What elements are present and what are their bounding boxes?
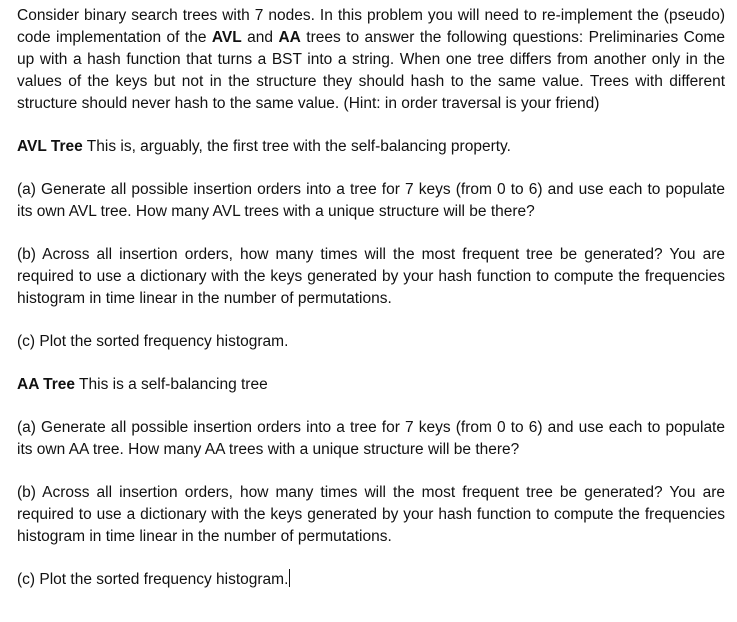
aa-keyword: AA (278, 29, 301, 46)
aa-question-b: (b) Across all insertion orders, how many times will the most frequent tree be generated? You are required to use a dictionary with the keys generated by your hash function to compute the frequencies histogram in time linear in the number of permutations. (17, 484, 725, 545)
intro-paragraph: Consider binary search trees with 7 nodes. In this problem you will need to re-implement the (pseudo) code implementation of the AVL and AA trees to answer the following questions: Preliminaries Come up with a hash function that turns a BST into a string. When one tree differs from another only in the values of the keys but not in the structure they should hash to the same value. Trees with different structure should never hash to the same value. (Hint: in order traversal is your friend) (17, 7, 726, 112)
text-cursor (289, 569, 290, 587)
aa-question-a: (a) Generate all possible insertion orders into a tree for 7 keys (from 0 to 6) and use each to populate its own AA tree. How many AA trees with a unique structure will be there? (17, 419, 725, 458)
avl-keyword: AVL (211, 29, 242, 46)
aa-question-c[interactable]: (c) Plot the sorted frequency histogram. (17, 571, 289, 588)
avl-question-b: (b) Across all insertion orders, how many times will the most frequent tree be generated? You are required to use a dictionary with the keys generated by your hash function to compute the frequencies histogram in time linear in the number of permutations. (17, 246, 725, 307)
aa-section-heading: AA Tree This is a self-balancing tree (17, 376, 268, 393)
avl-section-heading: AVL Tree This is, arguably, the first tree with the self-balancing property. (17, 138, 511, 155)
avl-question-c: (c) Plot the sorted frequency histogram. (17, 333, 289, 350)
avl-question-a: (a) Generate all possible insertion orders into a tree for 7 keys (from 0 to 6) and use each to populate its own AVL tree. How many AVL trees with a unique structure will be there? (17, 181, 725, 220)
